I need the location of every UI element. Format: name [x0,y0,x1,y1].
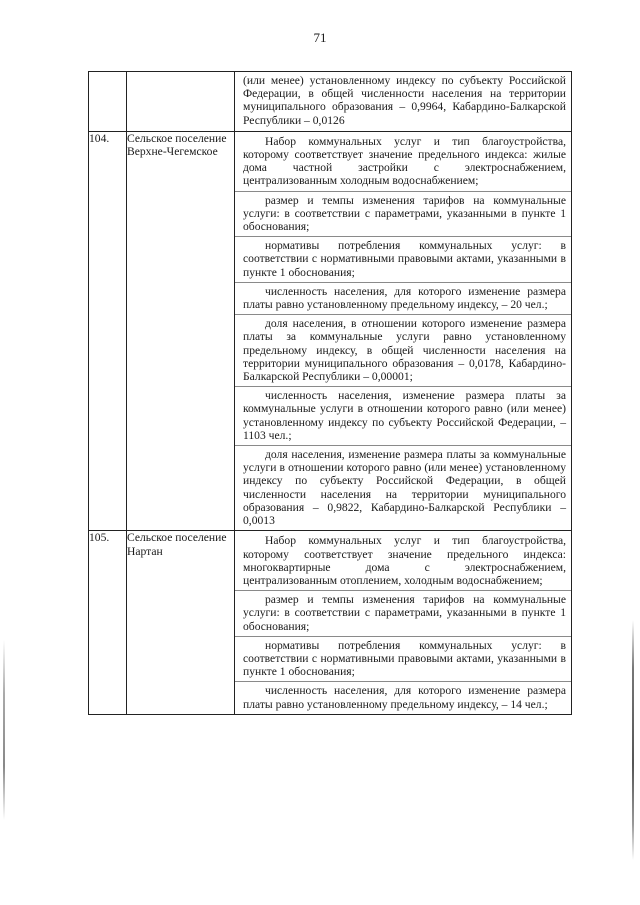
row-number: 104. [89,131,127,530]
paragraph: численность населения, для которого изменение размера платы равно установленному предельному индексу, – 14 чел.; [235,681,571,713]
table-row [89,131,572,530]
paragraph: численность населения, изменение размера платы за коммунальные услуги в отношении которого равно (или менее) установленному индексу по субъекту Российской Федерации, – 1103 чел.; [235,386,571,445]
paragraph: доля населения, изменение размера платы за коммунальные услуги в отношении которого равно (или менее) установленному индексу по субъекту Российской Федерации, в общей численности населения на территории муниципального образования – 0,9822, Кабардино-Балкарской Республики – 0,0013 [235,445,571,530]
municipal-index-table [88,71,572,715]
settlement-name: Сельское поселение Нартан [127,531,235,714]
paragraph: нормативы потребления коммунальных услуг: в соответствии с нормативными правовыми актами, указанными в пункте 1 обоснования; [235,236,571,282]
cell-content [235,72,572,132]
settlement-name: Сельское поселение Верхне-Чегемское [127,131,235,530]
paragraph: доля населения, в отношении которого изменение размера платы за коммунальные услуги равно установленному предельному индексу, в общей численности населения на территории муниципального образования – 0,0178, Кабардино-Балкарской Республики – 0,00001; [235,314,571,386]
paragraph: нормативы потребления коммунальных услуг: в соответствии с нормативными правовыми актами, указанными в пункте 1 обоснования; [235,636,571,682]
paragraph: размер и темпы изменения тарифов на коммунальные услуги: в соответствии с параметрами, указанными в пункте 1 обоснования; [235,191,571,237]
paragraph: численность населения, для которого изменение размера платы равно установленному предельному индексу, – 20 чел.; [235,282,571,314]
table-row [89,531,572,714]
cell-number-empty [89,72,127,132]
cell-name-empty [127,72,235,132]
row-number: 105. [89,531,127,714]
table-row-continuation [89,72,572,132]
cell-content [235,531,572,714]
scan-edge-mark [632,620,634,860]
continuation-paragraph: (или менее) установленному индексу по субъекту Российской Федерации, в общей численности населения на территории муниципального образования – 0,9964, Кабардино-Балкарской Республики – 0,0126 [243,74,566,127]
paragraph: Набор коммунальных услуг и тип благоустройства, которому соответствует значение предельного индекса: жилые дома частной застройки с электроснабжением, централизованным холодным водоснабжением; [243,134,566,188]
cell-content [235,131,572,530]
scan-edge-mark [3,640,5,820]
paragraph: Набор коммунальных услуг и тип благоустройства, которому соответствует значение предельного индекса: многоквартирные дома с электроснабжением, централизованным отоплением, холодным водоснабжением; [243,534,566,587]
paragraph: размер и темпы изменения тарифов на коммунальные услуги: в соответствии с параметрами, указанными в пункте 1 обоснования; [235,590,571,636]
page-number: 71 [313,30,327,45]
